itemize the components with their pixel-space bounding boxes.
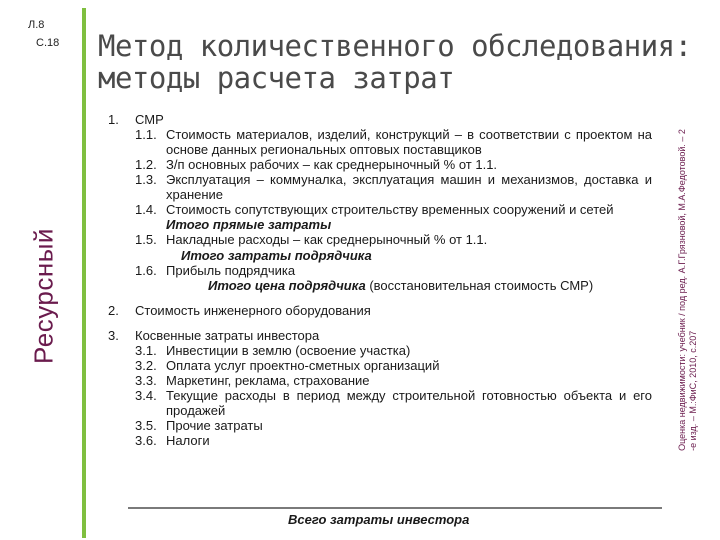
total-investor-costs: Всего затраты инвестора [288,512,470,527]
side-label: Ресурсный [28,228,59,364]
item-number: 3.5. [135,418,157,433]
section-label: Стоимость инженерного оборудования [135,303,371,318]
item-number: 3.1. [135,343,157,358]
title-line-1: Метод количественного обследования: [98,29,692,63]
list-item [108,172,652,202]
item-text: Стоимость сопутствующих строительству временных сооружений и сетей [166,202,614,217]
item-text: Стоимость материалов, изделий, конструкций – в соответствии с проектом на основе данных региональных оптовых поставщиков [166,127,652,157]
list-item [108,202,652,217]
total-divider-line [128,507,662,509]
subtotal-contractor-price [108,278,652,293]
source-citation [677,129,699,451]
item-number: 1.5. [135,232,157,247]
source-line-1: Оценка недвижимости: учебник / под ред. А.Г.Грязновой, М.А.Федотовой. – 2 [677,129,687,451]
item-text: Оплата услуг проектно-сметных организаций [166,358,440,373]
item-text: Эксплуатация – коммуналка, эксплуатация машин и механизмов, доставка и хранение [166,172,652,202]
list-item [108,232,652,247]
slide-ref-page: С.18 [36,37,60,49]
section-number: 1. [108,112,119,127]
item-number: 3.4. [135,388,157,403]
source-line-2: -е изд. – М.:ФиС, 2010, с.207 [688,330,698,451]
item-number: 3.6. [135,433,157,448]
item-number: 1.6. [135,263,157,278]
subtotal-contractor-price-label: Итого цена подрядчика [208,278,366,293]
list-item [108,127,652,157]
list-item [108,358,652,373]
list-item [108,263,652,278]
item-number: 1.1. [135,127,157,142]
section-number: 2. [108,303,119,318]
subtotal-contractor-price-note: (восстановительная стоимость СМР) [365,278,594,293]
item-text: Маркетинг, реклама, страхование [166,373,370,388]
accent-vertical-bar [82,8,86,538]
list-item [108,157,652,172]
item-text: Текущие расходы в период между строительной готовностью объекта и его продажей [166,388,652,418]
section-number: 3. [108,328,119,343]
section-label: СМР [135,112,164,127]
subtotal-direct-costs: Итого прямые затраты [166,217,332,232]
list-item [108,343,652,358]
section-2 [108,303,652,318]
item-number: 3.2. [135,358,157,373]
section-3 [108,328,652,343]
item-number: 3.3. [135,373,157,388]
list-item [108,373,652,388]
item-text: Прочие затраты [166,418,263,433]
list-item [108,418,652,433]
item-number: 1.4. [135,202,157,217]
section-1 [108,112,652,127]
list-item [108,388,652,418]
item-text: Налоги [166,433,210,448]
subtotal-contractor-costs: Итого затраты подрядчика [181,248,372,263]
slide-ref-lecture: Л.8 [28,19,45,31]
page-title [98,30,692,94]
item-text: Накладные расходы – как среднерыночный % от 1.1. [166,232,488,247]
item-text: Прибыль подрядчика [166,263,296,278]
title-line-2: методы расчета затрат [98,61,455,95]
item-number: 1.2. [135,157,157,172]
list-item [108,433,652,448]
item-text: З/п основных рабочих – как среднерыночный % от 1.1. [166,157,498,172]
section-label: Косвенные затраты инвестора [135,328,320,343]
item-text: Инвестиции в землю (освоение участка) [166,343,411,358]
cost-structure-list [108,112,652,448]
item-number: 1.3. [135,172,157,187]
